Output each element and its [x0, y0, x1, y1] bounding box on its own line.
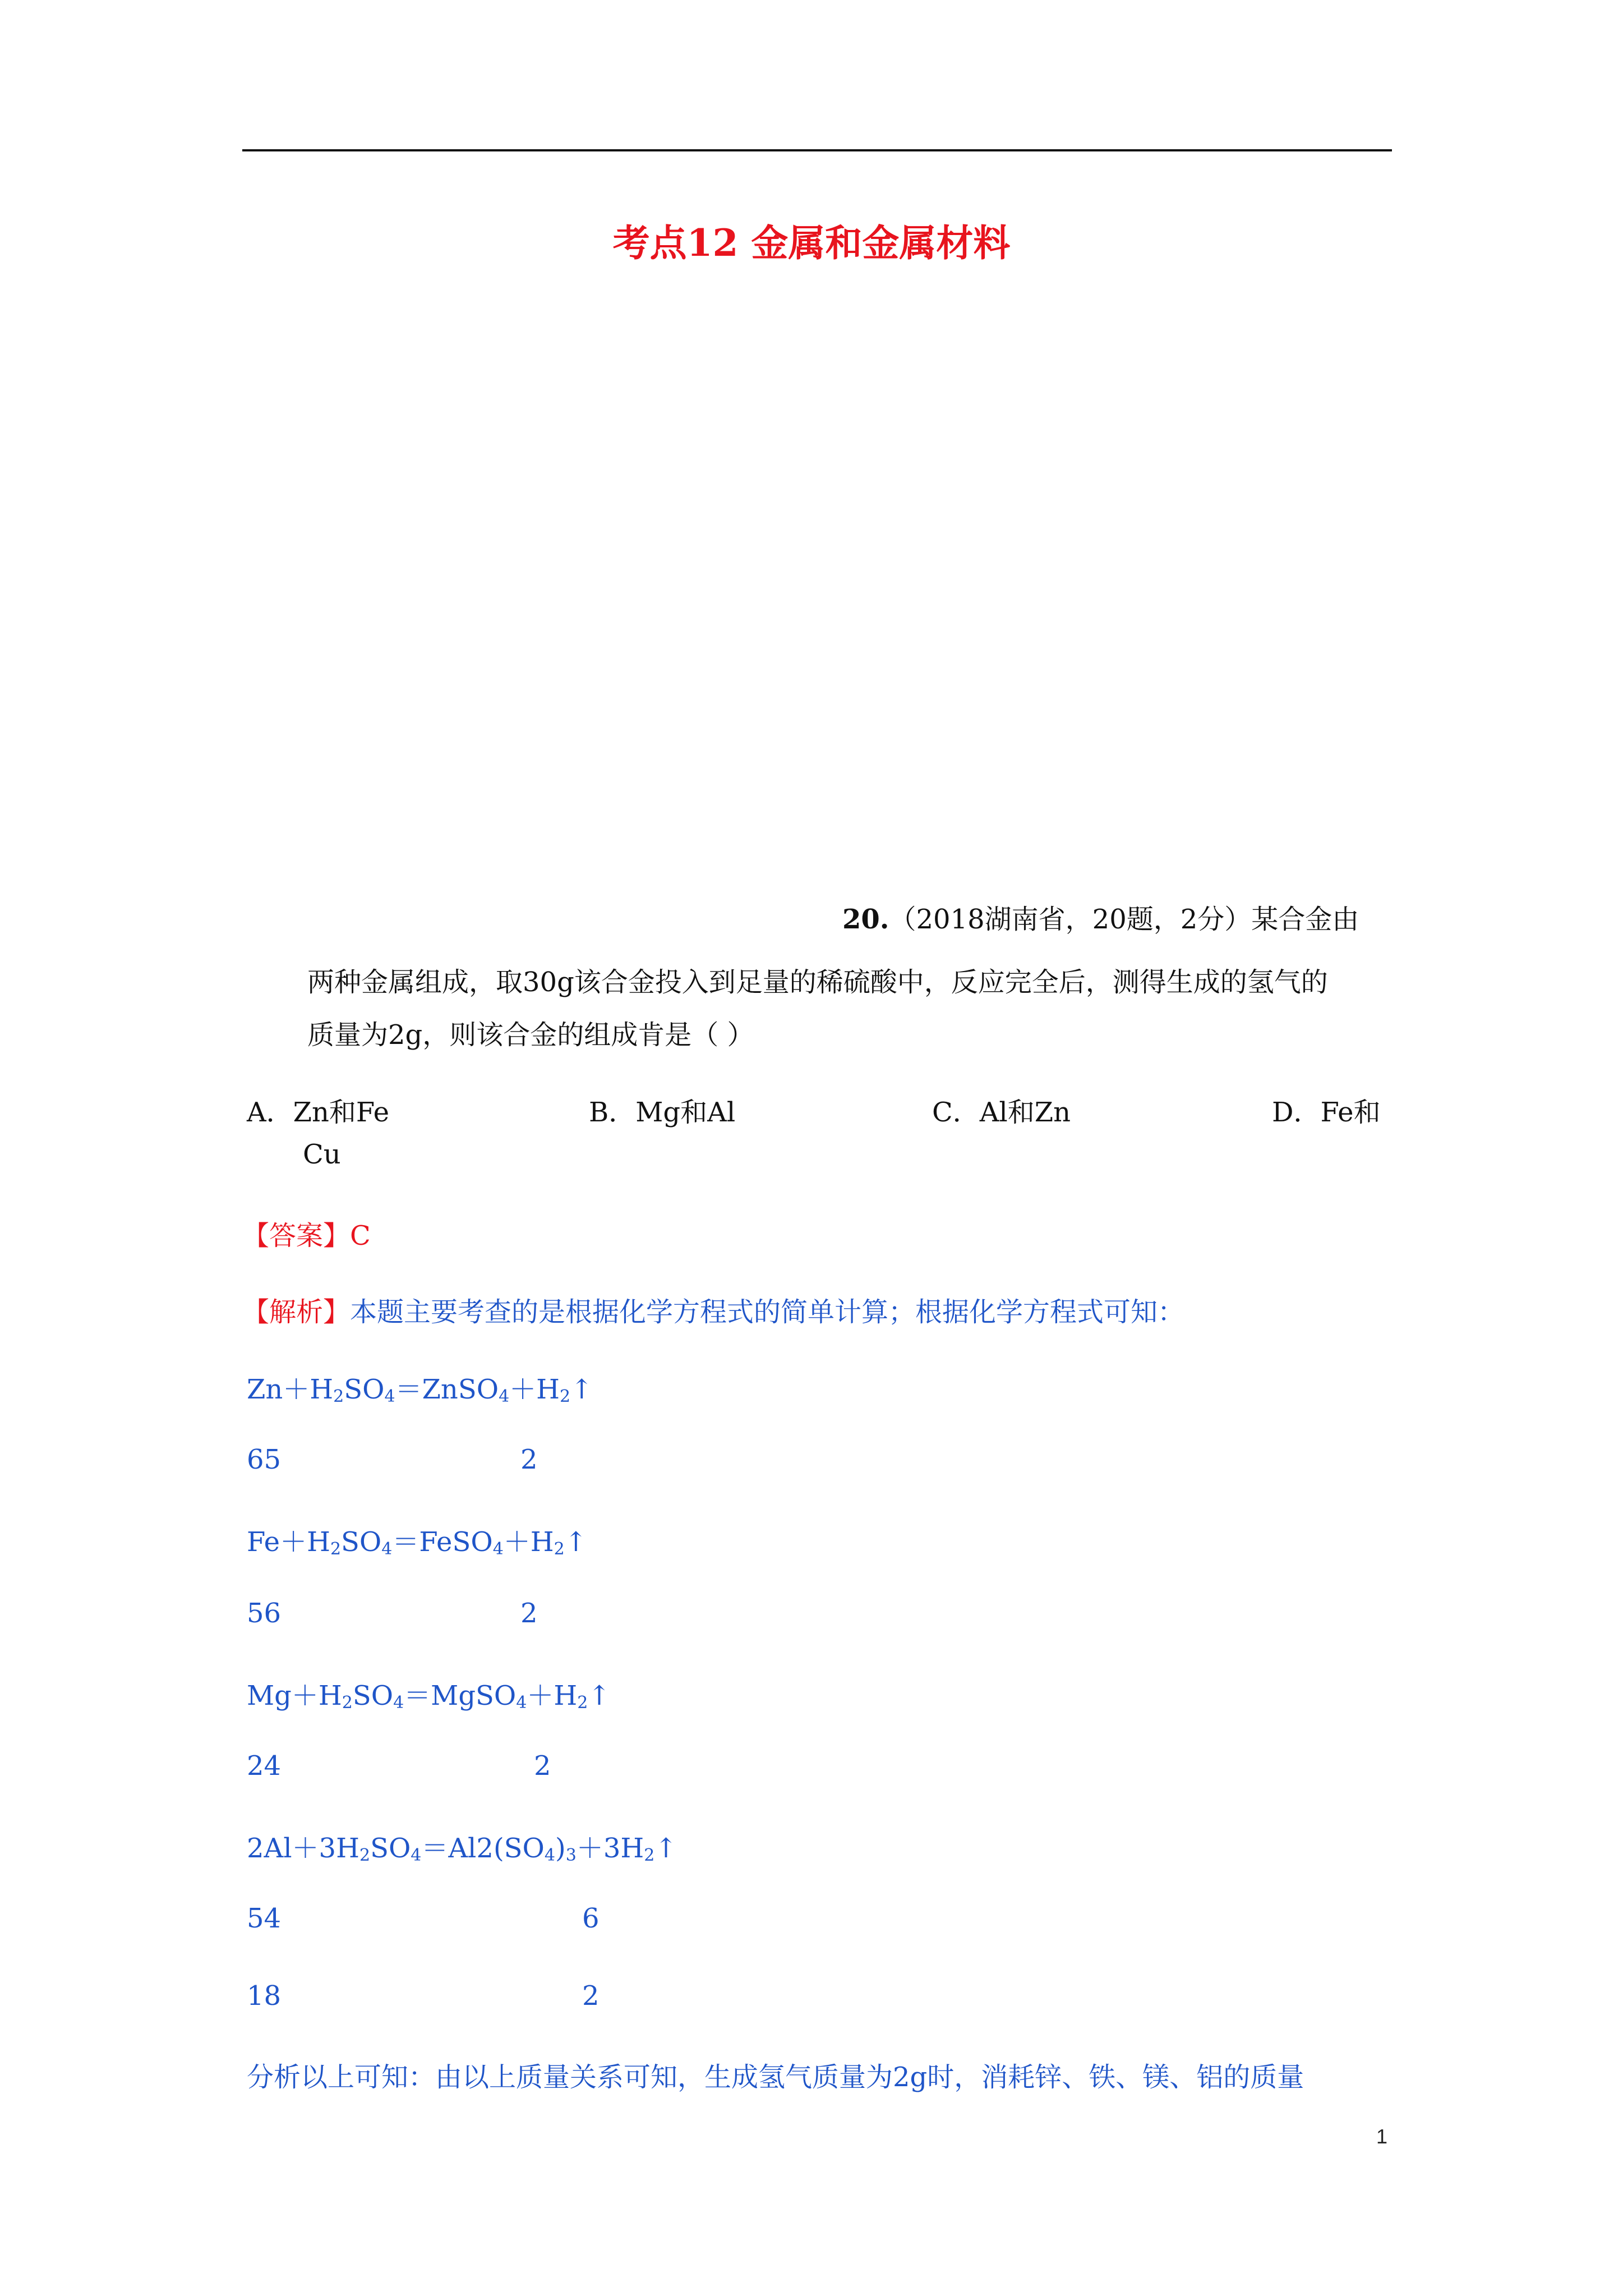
- question-source: （2018湖南省，20题，2分）某合金由: [889, 904, 1359, 935]
- analysis-line: [242, 1290, 1184, 1329]
- mass-al-h2: 6: [582, 1903, 600, 1934]
- answer-bracket: 【答案】: [242, 1220, 351, 1251]
- arrow-up-icon: ↑: [588, 1680, 611, 1711]
- option-a: A．Zn和Fe: [247, 1097, 390, 1128]
- arrow-up-icon: ↑: [570, 1374, 593, 1405]
- equation-zn: $Zn+H_2SO_4=ZnSO_4+H_2↑$: [247, 1374, 593, 1406]
- header-rule: [242, 149, 1392, 151]
- mass-mg-h2: 2: [534, 1750, 551, 1782]
- page-title: 考点12 金属和金属材料: [612, 221, 1011, 265]
- arrow-up-icon: ↑: [564, 1526, 587, 1558]
- question-line-1: [842, 898, 1359, 936]
- analysis-bracket: 【解析】: [242, 1296, 351, 1328]
- mass-zn-h2: 2: [520, 1444, 538, 1475]
- mass-al-ratio-h2: 2: [582, 1980, 600, 2012]
- question-number: 20.: [842, 904, 889, 935]
- equation-fe: $Fe+H_2SO_4=FeSO_4+H_2↑$: [247, 1526, 587, 1559]
- mass-al-ratio: 18: [247, 1980, 282, 2012]
- option-b: B．Mg和Al: [589, 1097, 736, 1128]
- mass-zn: 65: [247, 1444, 282, 1475]
- option-d-continued: Cu: [303, 1139, 341, 1170]
- mass-fe-h2: 2: [520, 1598, 538, 1629]
- option-d: D．Fe和: [1272, 1097, 1381, 1128]
- mass-fe: 56: [247, 1598, 282, 1629]
- question-line-3: 质量为2g，则该合金的组成肯是（ ）: [307, 1019, 754, 1051]
- equation-mg: $Mg+H_2SO_4=MgSO_4+H_2↑$: [247, 1680, 611, 1713]
- answer-line: [242, 1214, 371, 1253]
- mass-mg: 24: [247, 1750, 282, 1782]
- analysis-text: 本题主要考查的是根据化学方程式的简单计算；根据化学方程式可知：: [350, 1296, 1185, 1328]
- mass-al: 54: [247, 1903, 282, 1934]
- equation-al: $2Al+3H_2SO_4=Al2(SO_4)_3+3H_2↑$: [247, 1833, 677, 1865]
- arrow-up-icon: ↑: [654, 1833, 677, 1864]
- analysis-conclusion: 分析以上可知：由以上质量关系可知，生成氢气质量为2g时，消耗锌、铁、镁、铝的质量: [247, 2062, 1304, 2093]
- answer-value: C: [350, 1220, 371, 1251]
- question-line-2: 两种金属组成，取30g该合金投入到足量的稀硫酸中，反应完全后，测得生成的氢气的: [307, 967, 1328, 998]
- option-c: C．Al和Zn: [932, 1097, 1071, 1128]
- page-number: 1: [1376, 2125, 1388, 2148]
